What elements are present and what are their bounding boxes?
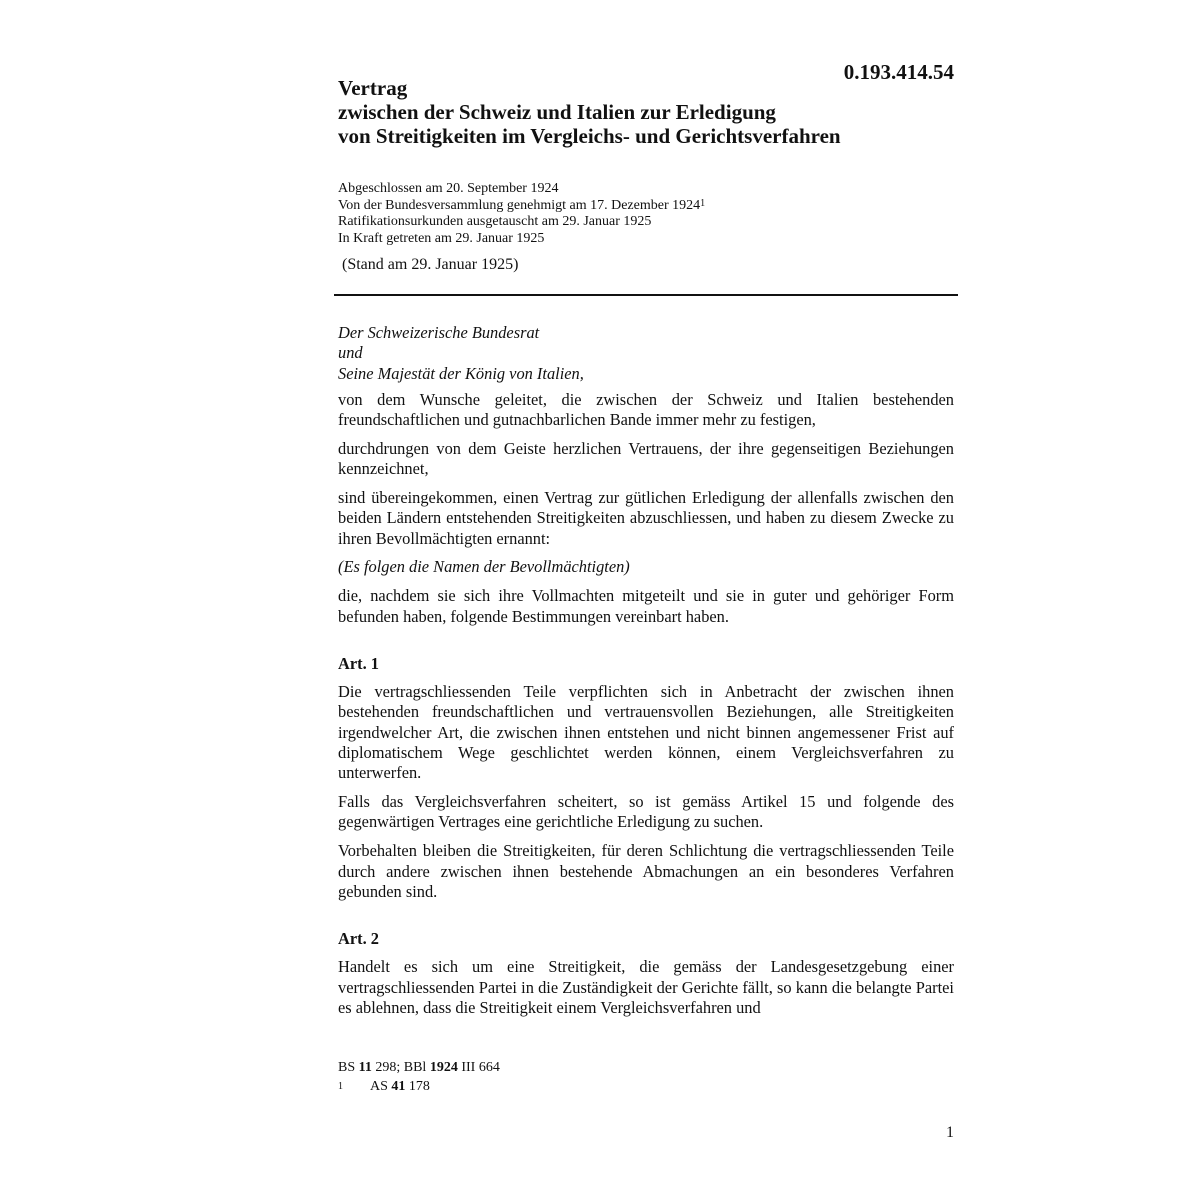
article-2-heading: Art. 2 — [338, 929, 379, 949]
title-line: Vertrag — [338, 76, 408, 100]
article-paragraph: Falls das Vergleichsverfahren scheitert, so ist gemäss Artikel 15 und folgende des gegenwärtigen Vertrages eine gerichtliche Erledigung zu suchen. — [338, 792, 954, 832]
article-1-heading: Art. 1 — [338, 653, 379, 673]
ratification-date: Ratifikationsurkunden ausgetauscht am 29. Januar 1925 — [338, 214, 652, 229]
page-number: 1 — [946, 1124, 954, 1141]
preamble-paragraph: durchdrungen von dem Geiste herzlichen Vertrauens, der ihre gegenseitigen Beziehungen kennzeichnet, — [338, 438, 954, 479]
source-reference — [338, 1058, 500, 1077]
in-force-date: In Kraft getreten am 29. Januar 1925 — [338, 230, 545, 246]
footnote-mark: 1 — [338, 1081, 343, 1092]
approval-text: Von der Bundesversammlung genehmigt am 17. Dezember 1924 — [338, 197, 701, 213]
party-line: und — [338, 343, 363, 363]
concluded-date: Abgeschlossen am 20. September 1924 — [338, 181, 559, 196]
preamble-paragraph: sind übereingekommen, einen Vertrag zur gütlichen Erledigung der allenfalls zwischen den beiden Ländern entstehenden Streitigkeiten abzuschliessen, und haben zu diesem Zwecke zu ihren Bevollmächtigten ernannt: — [338, 488, 954, 548]
preamble-paragraph: von dem Wunsche geleitet, die zwischen der Schweiz und Italien bestehenden freundschaftlichen und gutnachbarlichen Bande immer mehr zu festigen, — [338, 389, 954, 430]
approval-date — [338, 198, 958, 215]
document-number: 0.193.414.54 — [843, 60, 954, 84]
source-suffix: III 664 — [457, 1060, 500, 1075]
status-date: (Stand am 29. Januar 1925) — [342, 256, 519, 273]
source-year: 1924 — [429, 1060, 458, 1075]
footnote-suffix: 178 — [405, 1079, 430, 1094]
source-prefix: BS — [338, 1060, 359, 1075]
footnote-prefix: AS — [370, 1079, 392, 1094]
title-line: zwischen der Schweiz und Italien zur Erledigung — [338, 100, 776, 124]
footnote-ref: 1 — [700, 197, 706, 209]
document-title — [338, 76, 978, 148]
article-paragraph: Vorbehalten bleiben die Streitigkeiten, für deren Schlichtung die vertragschliessenden Teile durch andere zwischen ihnen bestehende Abmachungen an ein besonderes Verfahren gebunden sind. — [338, 841, 954, 901]
footnote-volume: 41 — [391, 1079, 406, 1094]
party-line: Der Schweizerische Bundesrat — [338, 323, 540, 342]
document-body — [338, 323, 954, 1027]
document-metadata — [338, 181, 958, 247]
footnotes — [338, 1058, 500, 1096]
source-middle: 298; BBl — [371, 1060, 430, 1075]
party-line: Seine Majestät der König von Italien, — [338, 363, 584, 383]
footnote-1 — [338, 1077, 500, 1096]
contracting-parties — [338, 323, 954, 384]
source-volume: 11 — [358, 1060, 372, 1075]
preamble-paragraph: die, nachdem sie sich ihre Vollmachten mitgeteilt und sie in guter und gehöriger Form befunden haben, folgende Bestimmungen vereinbart haben. — [338, 586, 954, 626]
plenipotentiaries-note: (Es folgen die Namen der Bevollmächtigten) — [338, 557, 630, 577]
article-paragraph: Die vertragschliessenden Teile verpflichten sich in Anbetracht der zwischen ihnen bestehenden freundschaftlichen und vertrauensvollen Beziehungen, alle Streitigkeiten irgendwelcher Art, die zwischen ihnen entstehen und nicht binnen angemessener Frist auf diplomatischem Wege geschlichtet werden können, einem Vergleichsverfahren zu unterwerfen. — [338, 682, 954, 783]
title-line: von Streitigkeiten im Vergleichs- und Gerichtsverfahren — [338, 124, 841, 148]
article-paragraph: Handelt es sich um eine Streitigkeit, die gemäss der Landesgesetzgebung einer vertragschliessenden Partei in die Zuständigkeit der Gerichte fällt, so kann die belangte Partei es ablehnen, dass die Streitigkeit einem Vergleichsverfahren und — [338, 957, 954, 1018]
header-divider — [334, 294, 958, 296]
